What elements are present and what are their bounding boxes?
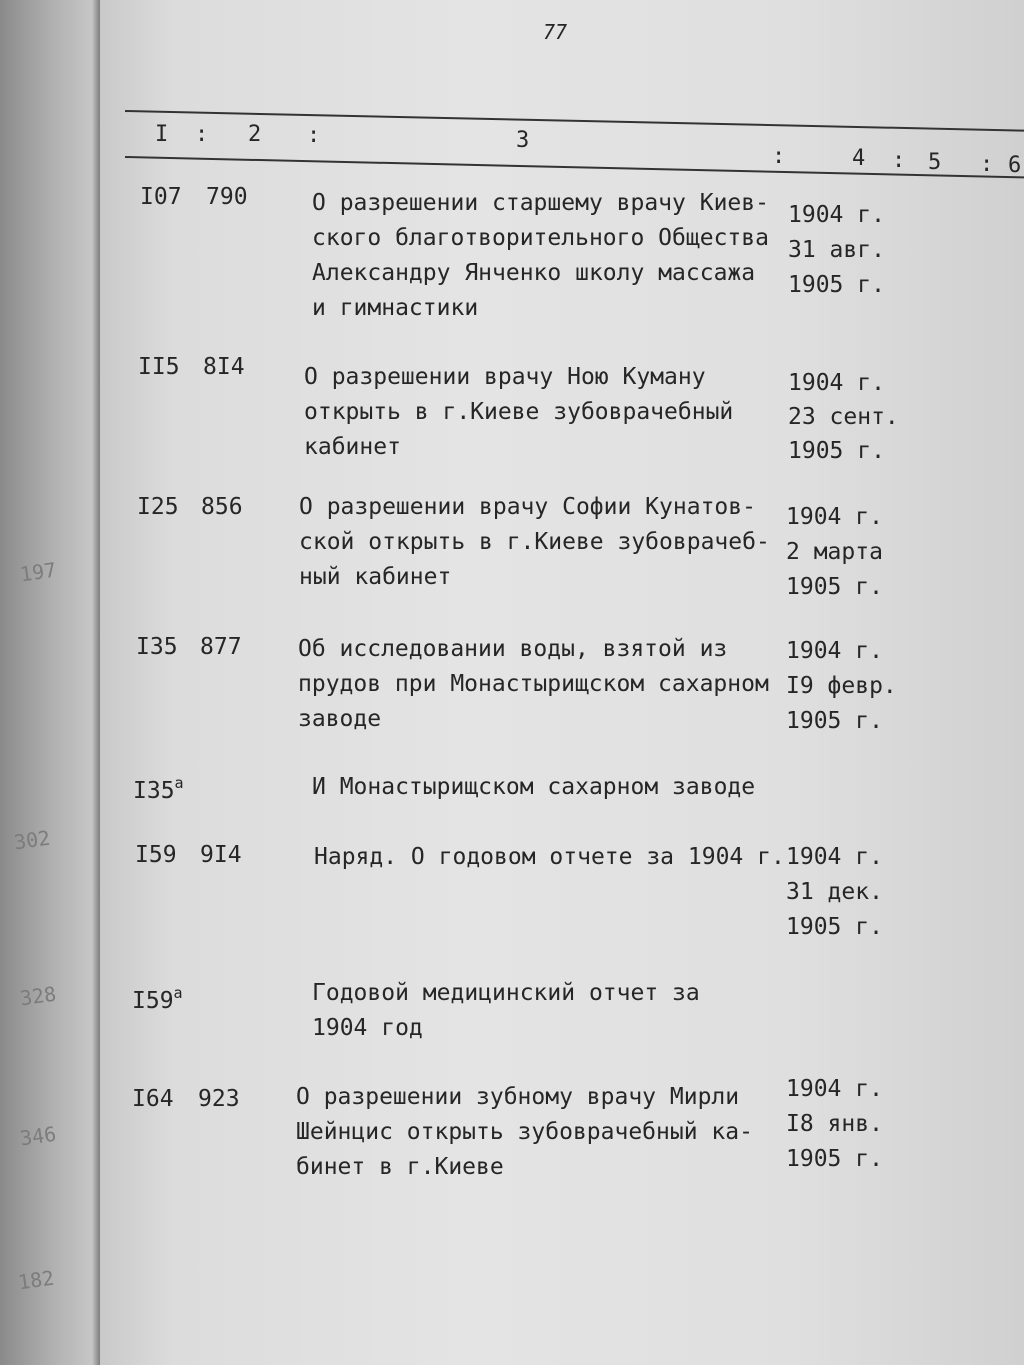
entry-date: 1904 г. (786, 638, 883, 664)
entry-title-line: И Монастырищском сахарном заводе (312, 774, 756, 800)
entry-title (296, 1080, 753, 1185)
entry-dates (786, 634, 897, 739)
entry-date: 1904 г. (786, 844, 883, 870)
previous-page-edge (0, 0, 100, 1365)
margin-mark: 182 (16, 1265, 56, 1295)
entry-title-line: ской открыть в г.Киеве зубоврачеб- (299, 529, 770, 555)
entry-inventory: 877 (200, 634, 242, 660)
entry-title-line: ный кабинет (299, 564, 452, 590)
entry-date: 1905 г. (786, 914, 883, 940)
entry-title-line: О разрешении врачу Ною Куману (304, 364, 706, 390)
margin-mark: 302 (12, 825, 52, 855)
header-separator: : (195, 122, 209, 147)
entry-dates (786, 500, 883, 605)
header-col-1: I (155, 122, 169, 147)
entry-title-line: Годовой медицинский отчет за (312, 980, 700, 1006)
entry-date: 23 сент. (788, 404, 899, 430)
margin-mark: 197 (18, 557, 58, 587)
entry-date: 2 марта (786, 539, 883, 565)
page-number: 77 (543, 20, 568, 44)
entry-date: 31 авг. (788, 237, 885, 263)
entry-dates (786, 1072, 883, 1177)
entry-number: II5 (138, 354, 180, 380)
entry-number: I25 (137, 494, 179, 520)
entry-title (299, 490, 770, 595)
entry-title-line: Шейнцис открыть зубоврачебный ка- (296, 1119, 753, 1145)
entry-date: 1904 г. (788, 370, 885, 396)
entry-title (314, 840, 785, 875)
entry-number (132, 976, 183, 1019)
entry-title-line: заводе (298, 706, 382, 732)
entry-title (312, 186, 769, 326)
entry-inventory: 790 (206, 184, 248, 210)
entry-title-line: Об исследовании воды, взятой из (298, 636, 728, 662)
entry-number-superscript: а (174, 774, 184, 792)
entry-inventory: 8I4 (203, 354, 245, 380)
entry-title-line: прудов при Монастырищском сахарном (298, 671, 769, 697)
entry-date: 1904 г. (786, 1076, 883, 1102)
entry-inventory: 923 (198, 1086, 240, 1112)
document-page (100, 0, 1024, 1365)
entry-title (312, 770, 755, 805)
header-col-3: 3 (516, 128, 530, 153)
entry-number: I59 (135, 842, 177, 868)
entry-title-line: бинет в г.Киеве (296, 1154, 504, 1180)
entry-number: I64 (132, 1086, 174, 1112)
entry-title-line: 1904 год (312, 1015, 423, 1041)
entry-date: I8 янв. (786, 1111, 883, 1137)
entry-date: 1905 г. (786, 574, 883, 600)
entry-title (312, 976, 700, 1046)
entry-date: 1904 г. (788, 202, 885, 228)
entry-title-line: Александру Янченко школу массажа (312, 260, 756, 286)
header-bottom-rule (125, 156, 1024, 179)
entry-date: 1904 г. (786, 504, 883, 530)
entry-inventory: 856 (201, 494, 243, 520)
entry-title-line: открыть в г.Киеве зубоврачебный (304, 399, 734, 425)
entry-dates (786, 840, 883, 945)
entry-date: 31 дек. (786, 879, 883, 905)
entry-title-line: О разрешении врачу Софии Кунатов- (299, 494, 756, 520)
entry-title-line: Наряд. О годовом отчете за 1904 г. (314, 844, 785, 870)
entry-title (304, 360, 733, 465)
header-separator: : (772, 144, 786, 169)
entry-date: 1905 г. (788, 272, 885, 298)
entry-title-line: О разрешении старшему врачу Киев- (312, 190, 769, 216)
entry-title-line: О разрешении зубному врачу Мирли (296, 1084, 740, 1110)
entry-number-superscript: а (173, 984, 183, 1002)
entry-number: I35 (136, 634, 178, 660)
header-col-4: 4 (852, 146, 866, 171)
entry-date: 1905 г. (786, 1146, 883, 1172)
margin-mark: 328 (18, 981, 58, 1011)
header-col-5: 5 (928, 150, 942, 175)
entry-inventory: 9I4 (200, 842, 242, 868)
entry-date: 1905 г. (788, 438, 885, 464)
margin-mark: 346 (18, 1121, 58, 1151)
entry-date: 1905 г. (786, 708, 883, 734)
header-col-6: 6 (1008, 153, 1022, 178)
entry-number: I07 (140, 184, 182, 210)
entry-dates (788, 366, 899, 468)
entry-dates (788, 198, 885, 303)
header-separator: : (892, 148, 906, 173)
entry-date: I9 февр. (786, 673, 897, 699)
header-col-2: 2 (248, 122, 262, 147)
header-separator: : (980, 152, 994, 177)
entry-number-value: I35 (133, 778, 175, 804)
entry-title-line: ского благотворительного Общества (312, 225, 769, 251)
header-separator: : (307, 123, 321, 148)
entry-title-line: и гимнастики (312, 295, 479, 321)
entry-title-line: кабинет (304, 434, 401, 460)
entry-title (298, 632, 769, 737)
entry-number-value: I59 (132, 988, 174, 1014)
entry-number (133, 766, 184, 809)
